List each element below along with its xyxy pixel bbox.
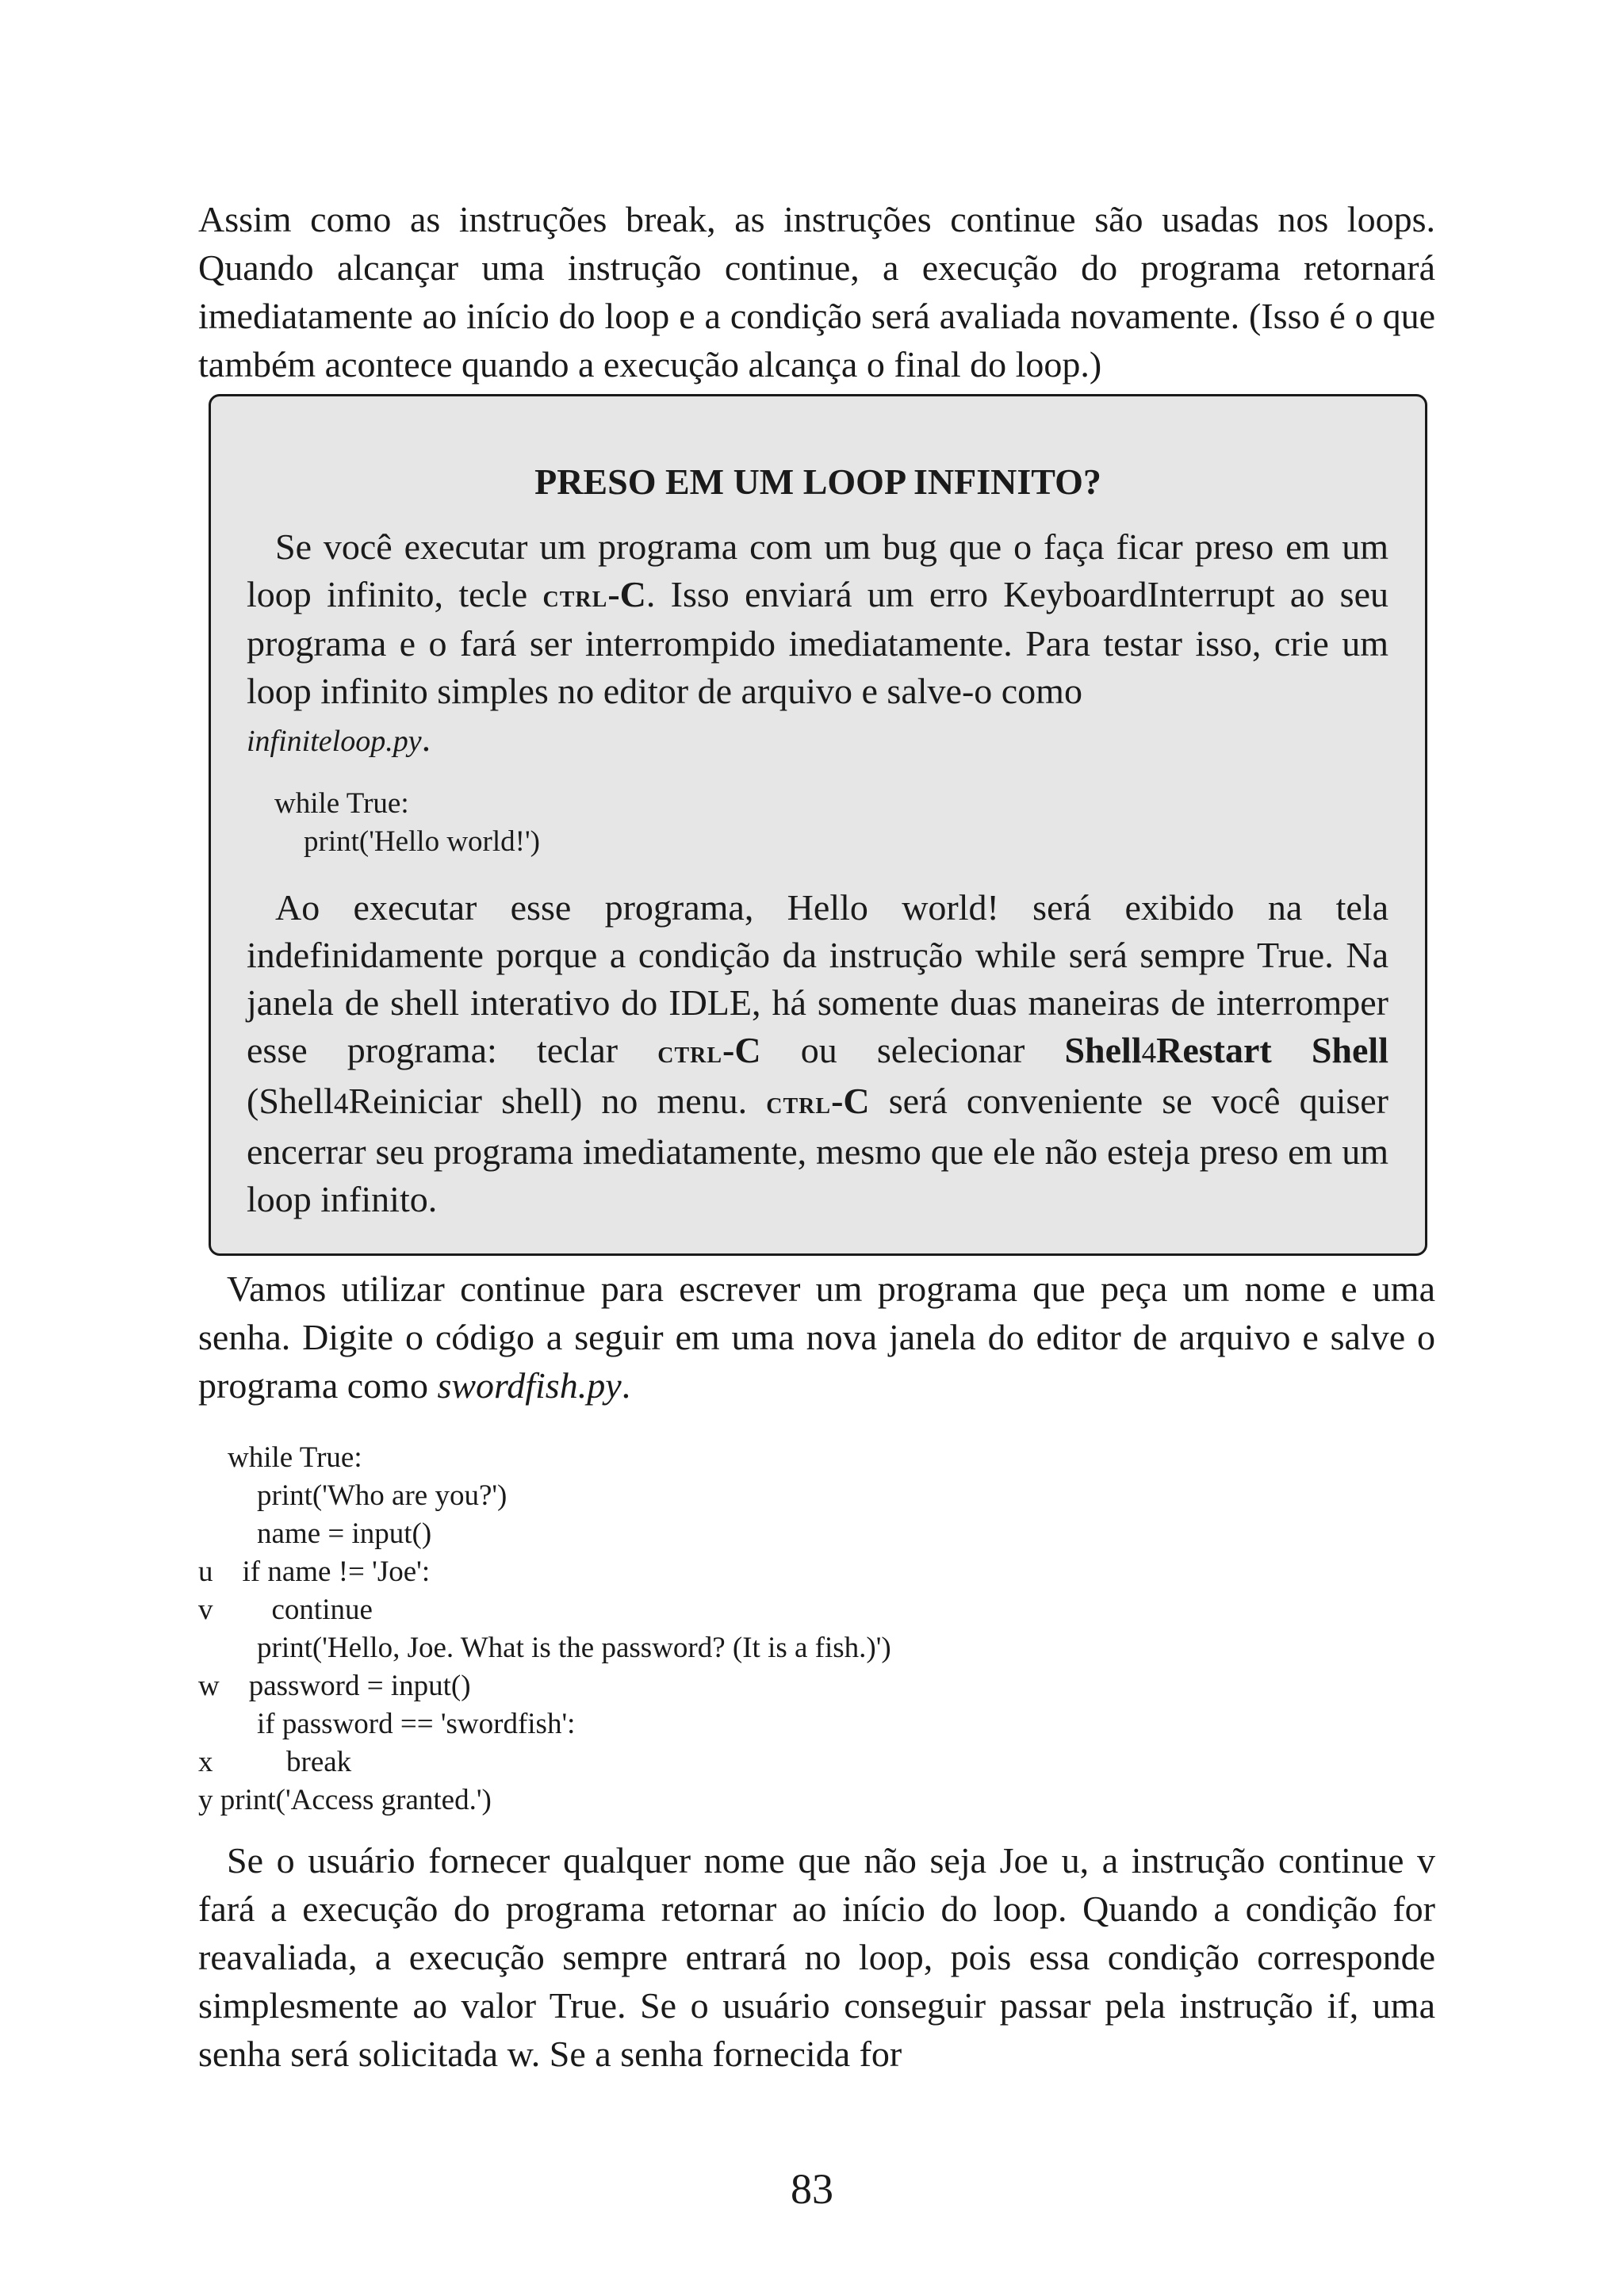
sidebar-paragraph-1 (247, 523, 1388, 765)
sidebar-box (209, 394, 1427, 1256)
menu-restart-shell: Restart Shell (1156, 1030, 1388, 1070)
sidebar-p1-end: . (421, 718, 431, 759)
code-line: x break (198, 1746, 352, 1778)
ctrl-key: ctrl (542, 578, 608, 614)
sidebar-p2-text-3: (Shell (247, 1081, 334, 1121)
sidebar-p2-text-5: será conveniente se você quiser encerrar seu programa imediatamente, mesmo que ele não esteja preso em um loop infinito. (247, 1081, 1388, 1219)
after-sidebar-paragraph (198, 1265, 1435, 1410)
sidebar-p2-text-1: Ao executar esse programa, Hello world! será exibido na tela indefinidamente porque a condição da instrução while será sempre True. Na janela de shell interativo do IDLE, há somente duas maneiras de interromper esse programa: teclar (247, 887, 1388, 1070)
sidebar-p1-text-2: . Isso enviará um erro KeyboardInterrupt ao seu programa e o fará ser interrompido imediatamente. Para testar isso, crie um loop infinito simples no editor de arquivo e salve-o como (247, 574, 1388, 711)
code-line: while True: (198, 1441, 362, 1474)
intro-text: Assim como as instruções break, as instruções continue são usadas nos loops. Quando alcançar uma instrução continue, a execução do programa retornará imediatamente ao início do loop e a condição será avaliada novamente. (Isso é o que também acontece quando a execução alcança o final do loop.) (198, 199, 1435, 385)
closing-text: Se o usuário fornecer qualquer nome que não seja Joe u, a instrução continue v fará a execução do programa retornar ao início do loop. Quando a condição for reavaliada, a execução sempre entrará no loop, pois essa condição corresponde simplesmente ao valor True. Se o usuário conseguir passar pela instrução if, uma senha será solicitada w. Se a senha fornecida for (198, 1840, 1435, 2074)
code-line: name = input() (198, 1517, 432, 1550)
menu-arrow: 4 (1141, 1037, 1157, 1070)
code-line: u if name != 'Joe': (198, 1556, 431, 1588)
sidebar-title: PRESO EM UM LOOP INFINITO? (534, 461, 1101, 502)
menu-shell: Shell (1064, 1030, 1142, 1070)
code-line: print('Who are you?') (198, 1479, 508, 1512)
main-code-block (198, 1439, 891, 1820)
menu-arrow: 4 (333, 1088, 349, 1120)
after-end: . (621, 1365, 631, 1406)
code-line: print('Hello, Joe. What is the password? (It is a fish.)') (198, 1632, 891, 1664)
c-key: -C (831, 1081, 870, 1121)
closing-paragraph (198, 1836, 1435, 2078)
intro-paragraph (198, 195, 1435, 388)
filename-swordfish: swordfish.py (437, 1365, 622, 1406)
code-line: print('Hello world!') (274, 825, 540, 858)
after-text: Vamos utilizar continue para escrever um programa que peça um nome e uma senha. Digite o código a seguir em uma nova janela do editor de arquivo e salve o programa como (198, 1269, 1435, 1406)
code-line: y print('Access granted.') (198, 1784, 492, 1816)
code-line: while True: (274, 787, 409, 820)
sidebar-p2-text-4: Reiniciar shell) no menu. (348, 1081, 767, 1121)
code-line: v continue (198, 1594, 373, 1626)
c-key: -C (607, 574, 646, 614)
sidebar-code-block (274, 785, 540, 861)
page-number: 83 (791, 2165, 833, 2213)
c-key: -C (722, 1030, 761, 1070)
code-line: w password = input() (198, 1670, 471, 1702)
sidebar-paragraph-2 (247, 884, 1388, 1223)
sidebar-p1-text: Se você executar um programa com um bug que o faça ficar preso em um loop infinito, tecle (247, 526, 1388, 614)
filename-infiniteloop: infiniteloop.py (247, 725, 422, 758)
ctrl-key: ctrl (657, 1034, 723, 1070)
sidebar-p2-text-2: ou selecionar (760, 1030, 1065, 1070)
code-line: if password == 'swordfish': (198, 1708, 576, 1740)
ctrl-key: ctrl (766, 1085, 832, 1120)
